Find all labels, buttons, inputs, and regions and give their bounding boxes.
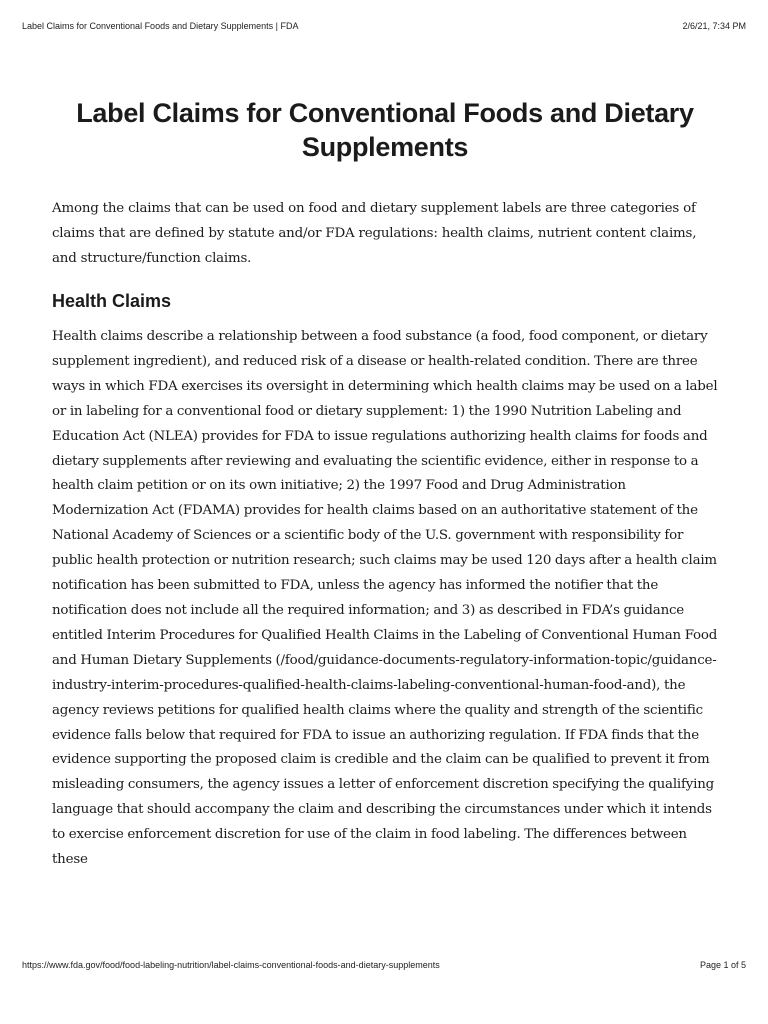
page-title: Label Claims for Conventional Foods and Dietary Supplements: [76, 98, 694, 162]
article: [52, 96, 718, 883]
health-claims-paragraph: Health claims describe a relationship between a food substance (a food, food component, or dietary supplement ingredient), and reduced risk of a disease or health-related condition. There are three ways in which FDA exercises its oversight in determining which health claims may be used on a label or in labeling for a conventional food or dietary supplement: 1) the 1990 Nutrition Labeling and Education Act (NLEA) provides for FDA to issue regulations authorizing health claims for foods and dietary supplements after reviewing and evaluating the scientific evidence, either in response to a health claim petition or on its own initiative; 2) the 1997 Food and Drug Administration Modernization Act (FDAMA) provides for health claims based on an authoritative statement of the National Academy of Sciences or a scientific body of the U.S. government with responsibility for public health protection or nutrition research; such claims may be used 120 days after a health claim notification has been submitted to FDA, unless the agency has informed the notifier that the notification does not include all the required information; and 3) as described in FDA’s guidance entitled Interim Procedures for Qualified Health Claims in the Labeling of Conventional Human Food and Human Dietary Supplements (/food/guidance-documents-regulatory-information-topic/guidance-industry-interim-procedures-qualified-health-claims-labeling-conventional-human-food-and), the agency reviews petitions for qualified health claims where the quality and strength of the scientific evidence falls below that required for FDA to issue an authorizing regulation. If FDA finds that the evidence supporting the proposed claim is credible and the claim can be qualified to prevent it from misleading consumers, the agency issues a letter of enforcement discretion specifying the qualifying language that should accompany the claim and describing the circumstances under which it intends to exercise enforcement discretion for use of the claim in food labeling. The differences between these: [52, 329, 718, 868]
print-footer-url: https://www.fda.gov/food/food-labeling-nutrition/label-claims-conventional-foods-and-dietary-supplements: [22, 960, 440, 970]
print-header-timestamp: 2/6/21, 7:34 PM: [682, 21, 746, 31]
section-heading-health-claims: Health Claims: [52, 291, 172, 311]
intro-paragraph: Among the claims that can be used on food and dietary supplement labels are three categories of claims that are defined by statute and/or FDA regulations: health claims, nutrient content claims, and structure/function claims.: [52, 201, 697, 266]
print-header-title: Label Claims for Conventional Foods and Dietary Supplements | FDA: [22, 21, 299, 31]
print-footer: [22, 960, 746, 970]
page-indicator: Page 1 of 5: [699, 960, 746, 970]
print-header: [22, 21, 746, 31]
